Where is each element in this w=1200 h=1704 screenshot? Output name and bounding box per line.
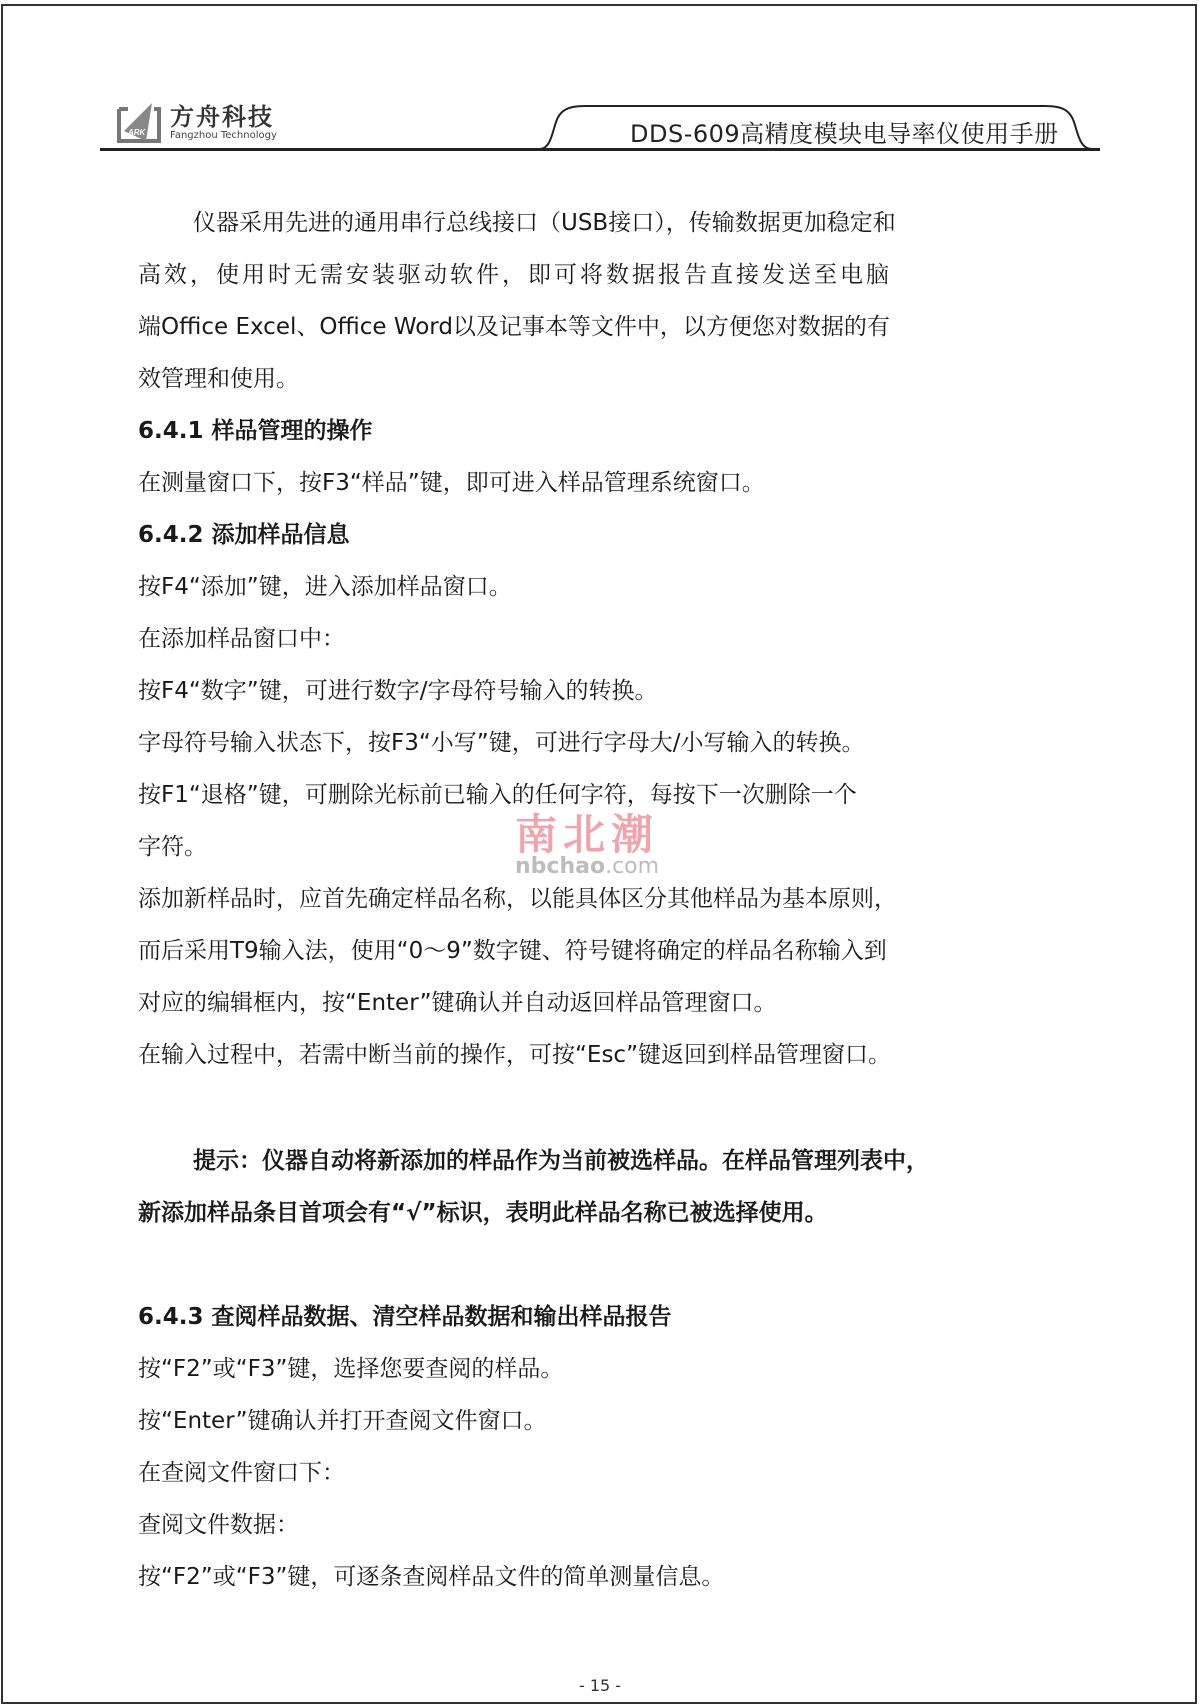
paragraph-line: 按“F2”或“F3”键，选择您要查阅的样品。	[138, 1356, 564, 1382]
intro-line: 仪器采用先进的通用串行总线接口（USB接口），传输数据更加稳定和	[193, 210, 896, 236]
paragraph-line: 字母符号输入状态下，按F3“小写”键，可进行字母大/小写输入的转换。	[138, 730, 865, 756]
paragraph-line: 而后采用T9输入法，使用“0～9”数字键、符号键将确定的样品名称输入到	[138, 938, 887, 964]
paragraph-line: 按“F2”或“F3”键，可逐条查阅样品文件的简单测量信息。	[138, 1564, 725, 1590]
section-heading-6-4-1: 6.4.1 样品管理的操作	[138, 418, 373, 444]
paragraph-line: 添加新样品时，应首先确定样品名称，以能具体区分其他样品为基本原则，	[138, 886, 897, 912]
watermark-domain: nbchao.com	[515, 854, 660, 879]
paragraph-line: 按F1“退格”键，可删除光标前已输入的任何字符，每按下一次删除一个	[138, 782, 857, 808]
watermark	[515, 812, 659, 878]
tip-line: 新添加样品条目首项会有“√”标识，表明此样品名称已被选择使用。	[138, 1200, 828, 1226]
paragraph-line: 在查阅文件窗口下：	[138, 1460, 345, 1486]
intro-line: 高效，使用时无需安装驱动软件，即可将数据报告直接发送至电脑	[138, 262, 892, 288]
svg-text:ARK: ARK	[128, 128, 146, 137]
paragraph-line: 字符。	[138, 834, 207, 860]
paragraph-line: 在测量窗口下，按F3“样品”键，即可进入样品管理系统窗口。	[138, 470, 765, 496]
page-number: - 15 -	[578, 1676, 622, 1695]
section-heading-6-4-3: 6.4.3 查阅样品数据、清空样品数据和输出样品报告	[138, 1304, 672, 1330]
ark-logo-icon	[116, 101, 162, 145]
section-heading-6-4-2: 6.4.2 添加样品信息	[138, 522, 350, 548]
header-title-tab	[540, 104, 1100, 149]
logo-english-name: Fangzhou Technology	[170, 130, 277, 141]
intro-line: 端Office Excel、Office Word以及记事本等文件中，以方便您对数据的有	[138, 314, 890, 340]
manual-title: DDS-609高精度模块电导率仪使用手册	[630, 120, 1059, 148]
header-divider	[100, 148, 1100, 151]
watermark-chinese: 南北潮	[515, 810, 660, 859]
intro-line: 效管理和使用。	[138, 366, 299, 392]
paragraph-line: 按F4“数字”键，可进行数字/字母符号输入的转换。	[138, 678, 658, 704]
paragraph-line: 对应的编辑框内，按“Enter”键确认并自动返回样品管理窗口。	[138, 990, 777, 1016]
paragraph-line: 按“Enter”键确认并打开查阅文件窗口。	[138, 1408, 547, 1434]
logo-chinese-name: 方舟科技	[170, 103, 274, 131]
paragraph-line: 在添加样品窗口中：	[138, 626, 345, 652]
page-header	[100, 95, 1100, 155]
company-logo	[116, 101, 277, 145]
paragraph-line: 按F4“添加”键，进入添加样品窗口。	[138, 574, 512, 600]
tip-line: 提示：仪器自动将新添加的样品作为当前被选样品。在样品管理列表中，	[193, 1148, 929, 1174]
paragraph-line: 查阅文件数据：	[138, 1512, 299, 1538]
paragraph-line: 在输入过程中，若需中断当前的操作，可按“Esc”键返回到样品管理窗口。	[138, 1042, 891, 1068]
